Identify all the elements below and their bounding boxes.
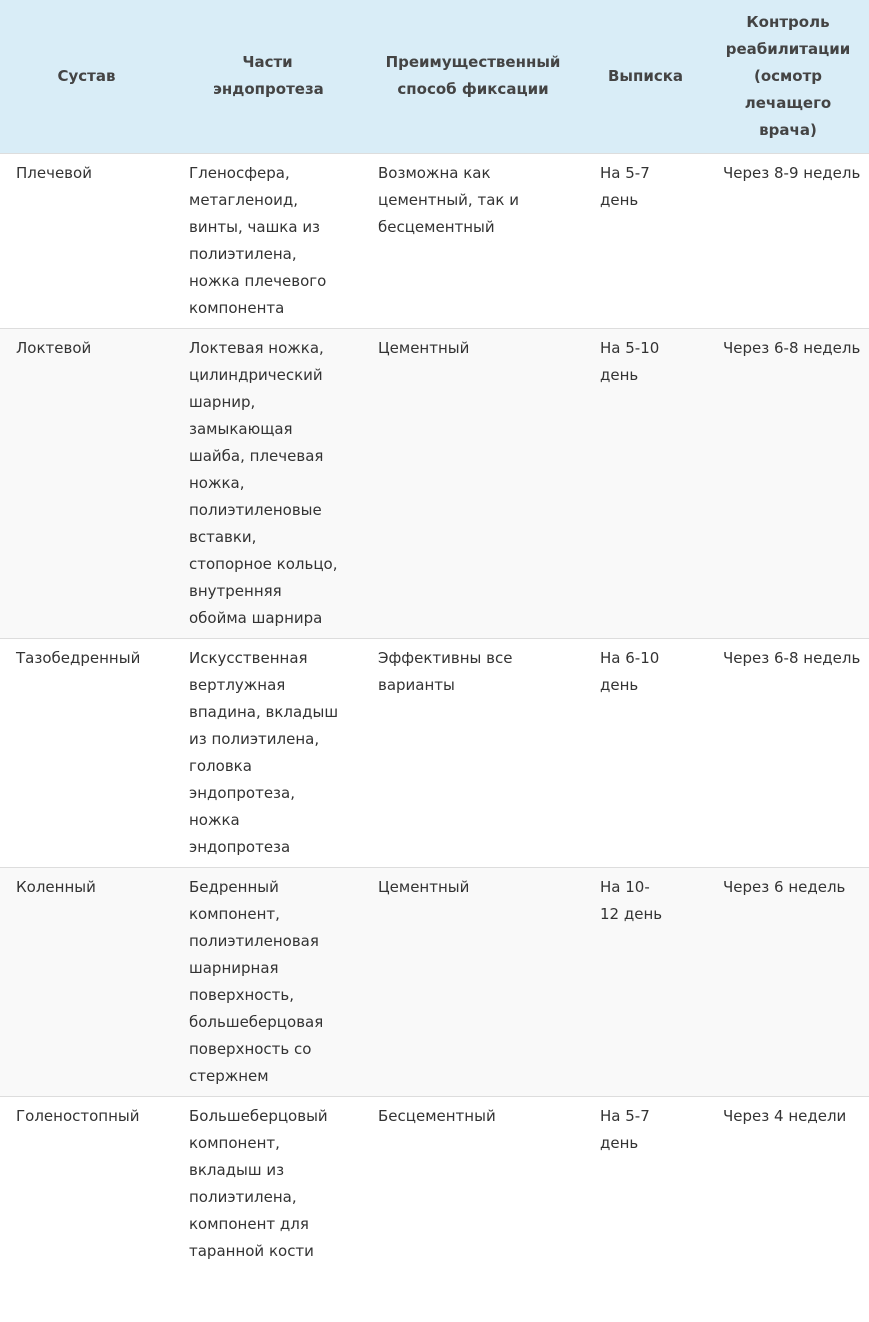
- cell-joint: Голеностопный: [16, 1106, 140, 1125]
- cell-rehab-control: Через 8-9 недель: [723, 163, 861, 182]
- cell-rehab-control: Через 6-8 недель: [723, 648, 861, 667]
- cell-discharge: На 10-12 день: [600, 877, 663, 923]
- cell-joint: Тазобедренный: [16, 648, 141, 667]
- cell-rehab-control: Через 6 недель: [723, 877, 846, 896]
- cell-parts: Гленосфера, метагленоид, винты, чашка из полиэтилена, ножка плечевого компонента: [189, 163, 327, 317]
- header-discharge: Выписка: [607, 66, 684, 85]
- table-row: [0, 1096, 869, 1271]
- cell-discharge: На 5-10 день: [600, 338, 660, 384]
- cell-joint: Коленный: [16, 877, 96, 896]
- cell-discharge: На 5-7 день: [600, 1106, 650, 1152]
- cell-discharge: На 6-10 день: [600, 648, 660, 694]
- cell-parts: Искусственная вертлужная впадина, вкладыш из полиэтилена, головка эндопротеза, ножка эндопротеза: [189, 648, 339, 856]
- cell-fixation: Цементный: [378, 877, 470, 896]
- cell-joint: Плечевой: [16, 163, 92, 182]
- cell-rehab-control: Через 4 недели: [723, 1106, 847, 1125]
- header-joint: Сустав: [57, 66, 116, 85]
- header-parts: Части эндопротеза: [213, 53, 324, 99]
- table-row: [0, 328, 869, 638]
- cell-fixation: Возможна как цементный, так и бесцементный: [378, 163, 519, 236]
- header-fixation: Преимущественный способ фиксации: [385, 53, 561, 99]
- cell-joint: Локтевой: [16, 338, 92, 357]
- cell-fixation: Эффективны все варианты: [378, 648, 513, 694]
- cell-rehab-control: Через 6-8 недель: [723, 338, 861, 357]
- cell-fixation: Бесцементный: [378, 1106, 496, 1125]
- cell-parts: Локтевая ножка, цилиндрический шарнир, замыкающая шайба, плечевая ножка, полиэтиленовые вставки, стопорное кольцо, внутренняя обойма шарнира: [189, 338, 338, 627]
- table-row: [0, 867, 869, 1096]
- table-header-row: [0, 0, 869, 153]
- cell-parts: Бедренный компонент, полиэтиленовая шарнирная поверхность, большеберцовая поверхность со стержнем: [189, 877, 324, 1085]
- cell-fixation: Цементный: [378, 338, 470, 357]
- cell-discharge: На 5-7 день: [600, 163, 650, 209]
- table-row: [0, 153, 869, 328]
- table-row: [0, 638, 869, 867]
- header-rehab-control: Контроль реабилитации (осмотр лечащего врача): [725, 12, 851, 139]
- cell-parts: Большеберцовый компонент, вкладыш из полиэтилена, компонент для таранной кости: [189, 1106, 328, 1260]
